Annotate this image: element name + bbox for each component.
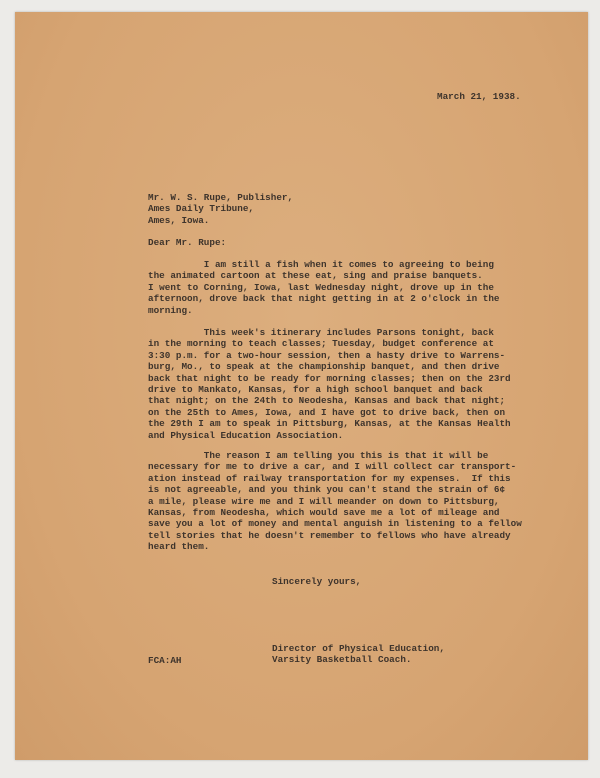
- text-line: is not agreeable, and you think you can't stand the strain of 6¢: [148, 484, 506, 496]
- text-line: I went to Corning, Iowa, last Wednesday night, drove up in the: [148, 281, 494, 293]
- text-line: afternoon, drove back that night getting in at 2 o'clock in the: [148, 293, 500, 305]
- text-line: ation instead of railway transportation for my expenses. If this: [148, 472, 511, 484]
- text-line: on the 25th to Ames, Iowa, and I have got to drive back, then on: [148, 406, 506, 418]
- text-line: Kansas, from Neodesha, which would save me a lot of mileage and: [148, 506, 500, 518]
- text-line: necessary for me to drive a car, and I will collect car transport-: [148, 461, 517, 473]
- recipient-line: Mr. W. S. Rupe, Publisher,: [148, 192, 294, 203]
- text-line: This week's itinerary includes Parsons tonight, back: [148, 327, 494, 338]
- reference-initials: FCA:AH: [148, 655, 182, 666]
- text-line: in the morning to teach classes; Tuesday, budget conference at: [148, 338, 494, 350]
- paragraph-2: [148, 327, 511, 441]
- text-line: Director of Physical Education,: [272, 643, 445, 654]
- text-line: back that night to be ready for morning classes; then on the 23rd: [148, 372, 511, 384]
- text-line: I am still a fish when it comes to agreeing to being: [148, 259, 494, 270]
- salutation: Dear Mr. Rupe:: [148, 237, 227, 248]
- text-line: burg, Mo., to speak at the championship banquet, and then drive: [148, 361, 500, 373]
- recipient-line: Ames Daily Tribune,: [148, 203, 255, 215]
- text-line: the 29th I am to speak in Pittsburg, Kansas, at the Kansas Health: [148, 418, 511, 430]
- recipient-address: [148, 192, 293, 226]
- text-line: a mile, please wire me and I will meander on down to Pittsburg,: [148, 495, 500, 507]
- paragraph-1: [148, 259, 499, 316]
- text-line: tell stories that he doesn't remember to fellows who have already: [148, 529, 511, 541]
- text-line: save you a lot of money and mental anguish in listening to a fellow: [148, 518, 522, 530]
- recipient-line: Ames, Iowa.: [148, 214, 210, 226]
- text-line: that night; on the 24th to Neodesha, Kansas and back that night;: [148, 395, 506, 407]
- text-line: drive to Mankato, Kansas, for a high school banquet and back: [148, 383, 483, 395]
- text-line: morning.: [148, 304, 193, 316]
- closing: Sincerely yours,: [272, 576, 362, 587]
- letter-date: March 21, 1938.: [437, 91, 521, 102]
- paragraph-3: [148, 450, 522, 553]
- text-line: The reason I am telling you this is that it will be: [148, 450, 489, 461]
- text-line: heard them.: [148, 541, 210, 553]
- text-line: Varsity Basketball Coach.: [272, 654, 412, 666]
- text-line: and Physical Education Association.: [148, 429, 344, 441]
- text-line: the animated cartoon at these eat, sing and praise banquets.: [148, 270, 483, 282]
- text-line: 3:30 p.m. for a two-hour session, then a hasty drive to Warrens-: [148, 349, 506, 361]
- signature-title: [272, 643, 445, 666]
